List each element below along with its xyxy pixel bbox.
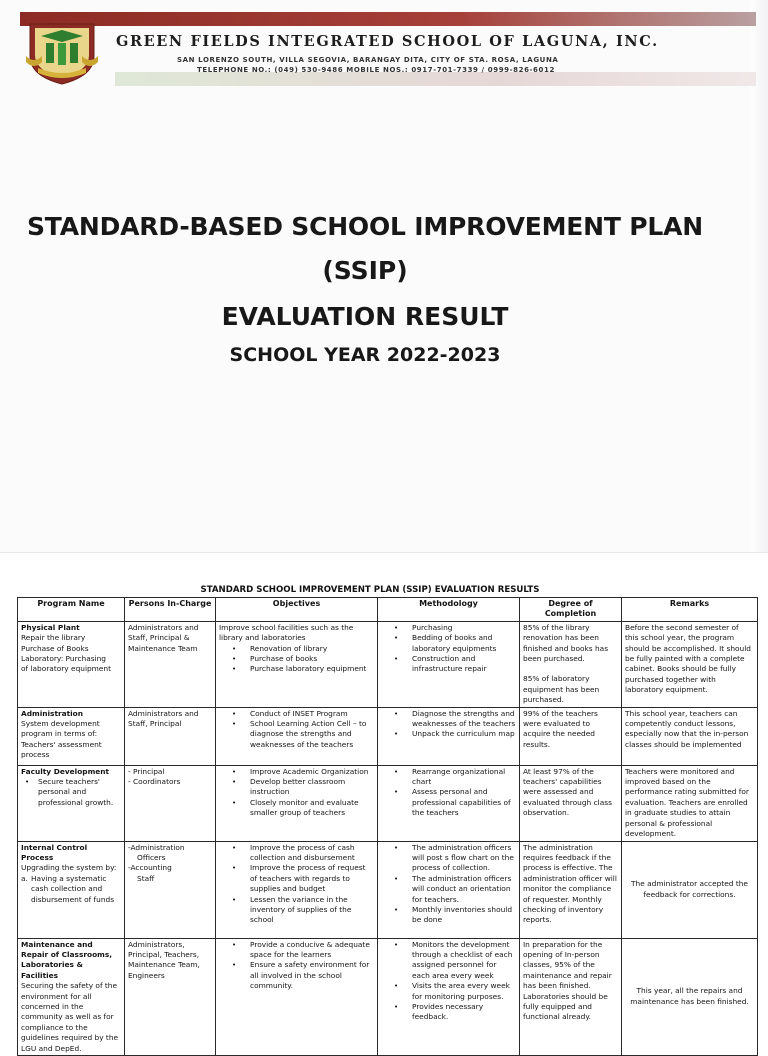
program-title: Administration — [21, 708, 84, 718]
completion-cell — [520, 765, 622, 841]
person-line: Staff, Principal — [128, 719, 182, 729]
methodology-cell — [378, 621, 520, 707]
methodology-item: • The administration officers will conduct an orientation for teachers. — [381, 874, 516, 905]
objectives-list — [219, 767, 374, 819]
completion-cell — [520, 841, 622, 938]
person-line: Administrators and — [128, 622, 199, 632]
letterhead-address-band — [115, 72, 756, 86]
remarks-text: The administrator accepted the feedback for corrections. — [631, 879, 748, 899]
objective-item: • Conduct of INSET Program — [219, 709, 374, 719]
person-line: Engineers — [128, 970, 165, 980]
program-numbered-item — [21, 874, 121, 905]
program-line: Teachers' assessment — [21, 739, 102, 749]
objectives-cell — [216, 707, 378, 765]
methodology-item: • The administration officers will post s flow chart on the process of collection. — [381, 843, 516, 874]
completion-text: At least 97% of the teachers' capabilities were assessed and evaluated through class observation. — [523, 766, 612, 818]
methodology-list — [381, 940, 516, 1023]
person-line: Staff, Principal & — [128, 633, 190, 643]
program-line: Repair the library — [21, 633, 86, 643]
completion-cell — [520, 621, 622, 707]
remarks-cell — [622, 707, 758, 765]
remarks-text: Before the second semester of this school year, the program should be accomplished. It should be fully painted with a complete cabinet. Books should be fully purchased together with laboratory equipment. — [625, 622, 751, 695]
program-cell — [18, 841, 125, 938]
completion-cell — [520, 938, 622, 1055]
program-cell — [18, 938, 125, 1055]
objective-item: • Purchase of books — [219, 654, 374, 664]
completion-text: In preparation for the opening of In-person classes, 95% of the maintenance and repair has been finished. Laboratories should be fully equipped and functional already. — [523, 939, 612, 1022]
letterhead-top-band — [20, 12, 756, 26]
methodology-item: • Rearrange organizational chart — [381, 767, 516, 788]
program-cell — [18, 765, 125, 841]
completion-text: 85% of the library renovation has been finished and books has been purchased. — [523, 622, 609, 664]
remarks-cell — [622, 841, 758, 938]
objectives-cell — [216, 621, 378, 707]
program-line: process — [21, 750, 50, 760]
objectives-cell — [216, 765, 378, 841]
objective-item: • Improve the process of request of teachers with regards to supplies and budget — [219, 863, 374, 894]
methodology-item: • Diagnose the strengths and weaknesses of the teachers — [381, 709, 516, 730]
program-numbered-list — [21, 874, 121, 905]
methodology-cell — [378, 938, 520, 1055]
results-page — [0, 552, 768, 1053]
program-line: Laboratory: Purchasing — [21, 654, 107, 664]
objectives-list — [219, 644, 374, 675]
methodology-item: • Assess personal and professional capabilities of the teachers — [381, 787, 516, 818]
person-line: Administrators, — [128, 939, 185, 949]
list-marker: a. — [21, 873, 28, 883]
program-title: Internal Control Process — [21, 842, 88, 862]
methodology-item: • Purchasing — [381, 623, 516, 633]
completion-text: 85% of laboratory equipment has been purchased. — [523, 674, 600, 705]
header-methodology: Methodology — [378, 598, 520, 622]
table-title: STANDARD SCHOOL IMPROVEMENT PLAN (SSIP) EVALUATION RESULTS — [200, 585, 540, 595]
methodology-item: • Visits the area every week for monitoring purposes. — [381, 981, 516, 1002]
objective-item: • Provide a conducive & adequate space for the learners — [219, 940, 374, 961]
person-line: Maintenance Team, — [128, 960, 200, 970]
methodology-item: • Construction and infrastructure repair — [381, 654, 516, 675]
cover-title-line2: (SSIP) — [322, 256, 408, 285]
letterhead — [20, 12, 756, 90]
school-name: GREEN FIELDS INTEGRATED SCHOOL OF LAGUNA, INC. — [116, 33, 659, 50]
completion-text: 99% of the teachers were evaluated to acquire the needed results. — [523, 708, 598, 749]
objective-item: • Improve the process of cash collection and disbursement — [219, 843, 374, 864]
person-line: -Accounting — [128, 863, 172, 873]
person-line: Officers — [137, 852, 166, 862]
program-title: Faculty Development — [21, 766, 110, 776]
objectives-list — [219, 843, 374, 926]
objectives-cell — [216, 841, 378, 938]
person-line: Principal, Teachers, — [128, 949, 200, 959]
remarks-cell — [622, 621, 758, 707]
program-title: Maintenance and Repair of Classrooms, Laboratories & Facilities — [21, 939, 113, 980]
evaluation-table — [17, 597, 758, 1056]
objectives-cell — [216, 938, 378, 1055]
program-text: Securing the safety of the environment for all concerned in the community as well as for compliance to the guidelines required by the LGU and DepEd. — [21, 981, 119, 1053]
program-line: System development — [21, 719, 100, 729]
remarks-text: This school year, teachers can competently conduct lessons, especially now that the in-person classes should be implemented — [625, 708, 749, 749]
completion-text: The administration requires feedback if the process is effective. The administration officer will monitor the compliance of requester. Monthly checking of inventory reports. — [523, 842, 617, 925]
program-list — [21, 777, 121, 808]
header-program-name: Program Name — [18, 598, 125, 622]
persons-cell — [125, 765, 216, 841]
program-line: of laboratory equipment — [21, 664, 112, 674]
table-row — [18, 621, 758, 707]
methodology-item: • Monthly inventories should be done — [381, 905, 516, 926]
cover-school-year: SCHOOL YEAR 2022-2023 — [229, 344, 501, 366]
header-objectives: Objectives — [216, 598, 378, 622]
objective-item: • Closely monitor and evaluate smaller group of teachers — [219, 798, 374, 819]
methodology-cell — [378, 765, 520, 841]
person-line: -Administration — [128, 842, 185, 852]
table-row — [18, 707, 758, 765]
program-cell — [18, 621, 125, 707]
objective-item: • Purchase laboratory equipment — [219, 664, 374, 674]
persons-cell — [125, 621, 216, 707]
remarks-cell — [622, 938, 758, 1055]
program-line: Purchase of Books — [21, 643, 89, 653]
program-item: • Secure teachers' personal and professional growth. — [21, 777, 121, 808]
header-persons-in-charge: Persons In-Charge — [125, 598, 216, 622]
school-telephone: TELEPHONE NO.: (049) 530-9486 MOBILE NOS.: 0917-701-7339 / 0999-826-6012 — [197, 66, 555, 74]
objective-item: • Lessen the variance in the inventory of supplies of the school — [219, 895, 374, 926]
cover-title-line3: EVALUATION RESULT — [221, 302, 509, 331]
header-remarks: Remarks — [622, 598, 758, 622]
school-address: SAN LORENZO SOUTH, VILLA SEGOVIA, BARANGAY DITA, CITY OF STA. ROSA, LAGUNA — [177, 56, 559, 64]
objective-item: • Renovation of library — [219, 644, 374, 654]
persons-cell — [125, 938, 216, 1055]
persons-cell — [125, 841, 216, 938]
methodology-list — [381, 709, 516, 740]
remarks-text: Teachers were monitored and improved based on the performance rating submitted for evaluation. Teachers are enrolled in graduate studies to attain personal & professional development. — [625, 766, 749, 839]
methodology-cell — [378, 707, 520, 765]
persons-cell — [125, 707, 216, 765]
objectives-intro: Improve school facilities such as the library and laboratories — [219, 622, 354, 643]
methodology-list — [381, 623, 516, 675]
school-logo-icon — [24, 16, 100, 86]
person-line: Maintenance Team — [128, 643, 198, 653]
methodology-list — [381, 767, 516, 819]
methodology-item: • Provides necessary feedback. — [381, 1002, 516, 1023]
objectives-list — [219, 940, 374, 992]
header-degree-of-completion: Degree of Completion — [520, 598, 622, 622]
remarks-cell — [622, 765, 758, 841]
methodology-item: • Bedding of books and laboratory equipments — [381, 633, 516, 654]
table-row — [18, 938, 758, 1055]
objectives-list — [219, 709, 374, 751]
remarks-text: This year, all the repairs and maintenance has been finished. — [630, 986, 749, 1006]
table-header-row — [18, 598, 758, 622]
person-line: - Coordinators — [128, 777, 181, 787]
program-title: Physical Plant — [21, 622, 80, 632]
objective-item: • School Learning Action Cell – to diagnose the strengths and weaknesses of the teachers — [219, 719, 374, 750]
person-line: Administrators and — [128, 708, 199, 718]
person-line: - Principal — [128, 766, 165, 776]
program-numbered-text: Having a systematic cash collection and disbursement of funds — [31, 873, 115, 904]
paragraph-gap — [523, 664, 618, 674]
objective-item: • Improve Academic Organization — [219, 767, 374, 777]
methodology-cell — [378, 841, 520, 938]
person-line: Staff — [137, 873, 155, 883]
objective-item: • Develop better classroom instruction — [219, 777, 374, 798]
table-row — [18, 841, 758, 938]
completion-cell — [520, 707, 622, 765]
objective-item: • Ensure a safety environment for all involved in the school community. — [219, 960, 374, 991]
methodology-list — [381, 843, 516, 926]
methodology-item: • Monitors the development through a checklist of each assigned personnel for each area every week — [381, 940, 516, 982]
methodology-item: • Unpack the curriculum map — [381, 729, 516, 739]
table-row — [18, 765, 758, 841]
cover-title-line1: STANDARD-BASED SCHOOL IMPROVEMENT PLAN — [26, 212, 703, 241]
program-line: program in terms of: — [21, 729, 98, 739]
program-intro: Upgrading the system by: — [21, 863, 117, 873]
program-cell — [18, 707, 125, 765]
